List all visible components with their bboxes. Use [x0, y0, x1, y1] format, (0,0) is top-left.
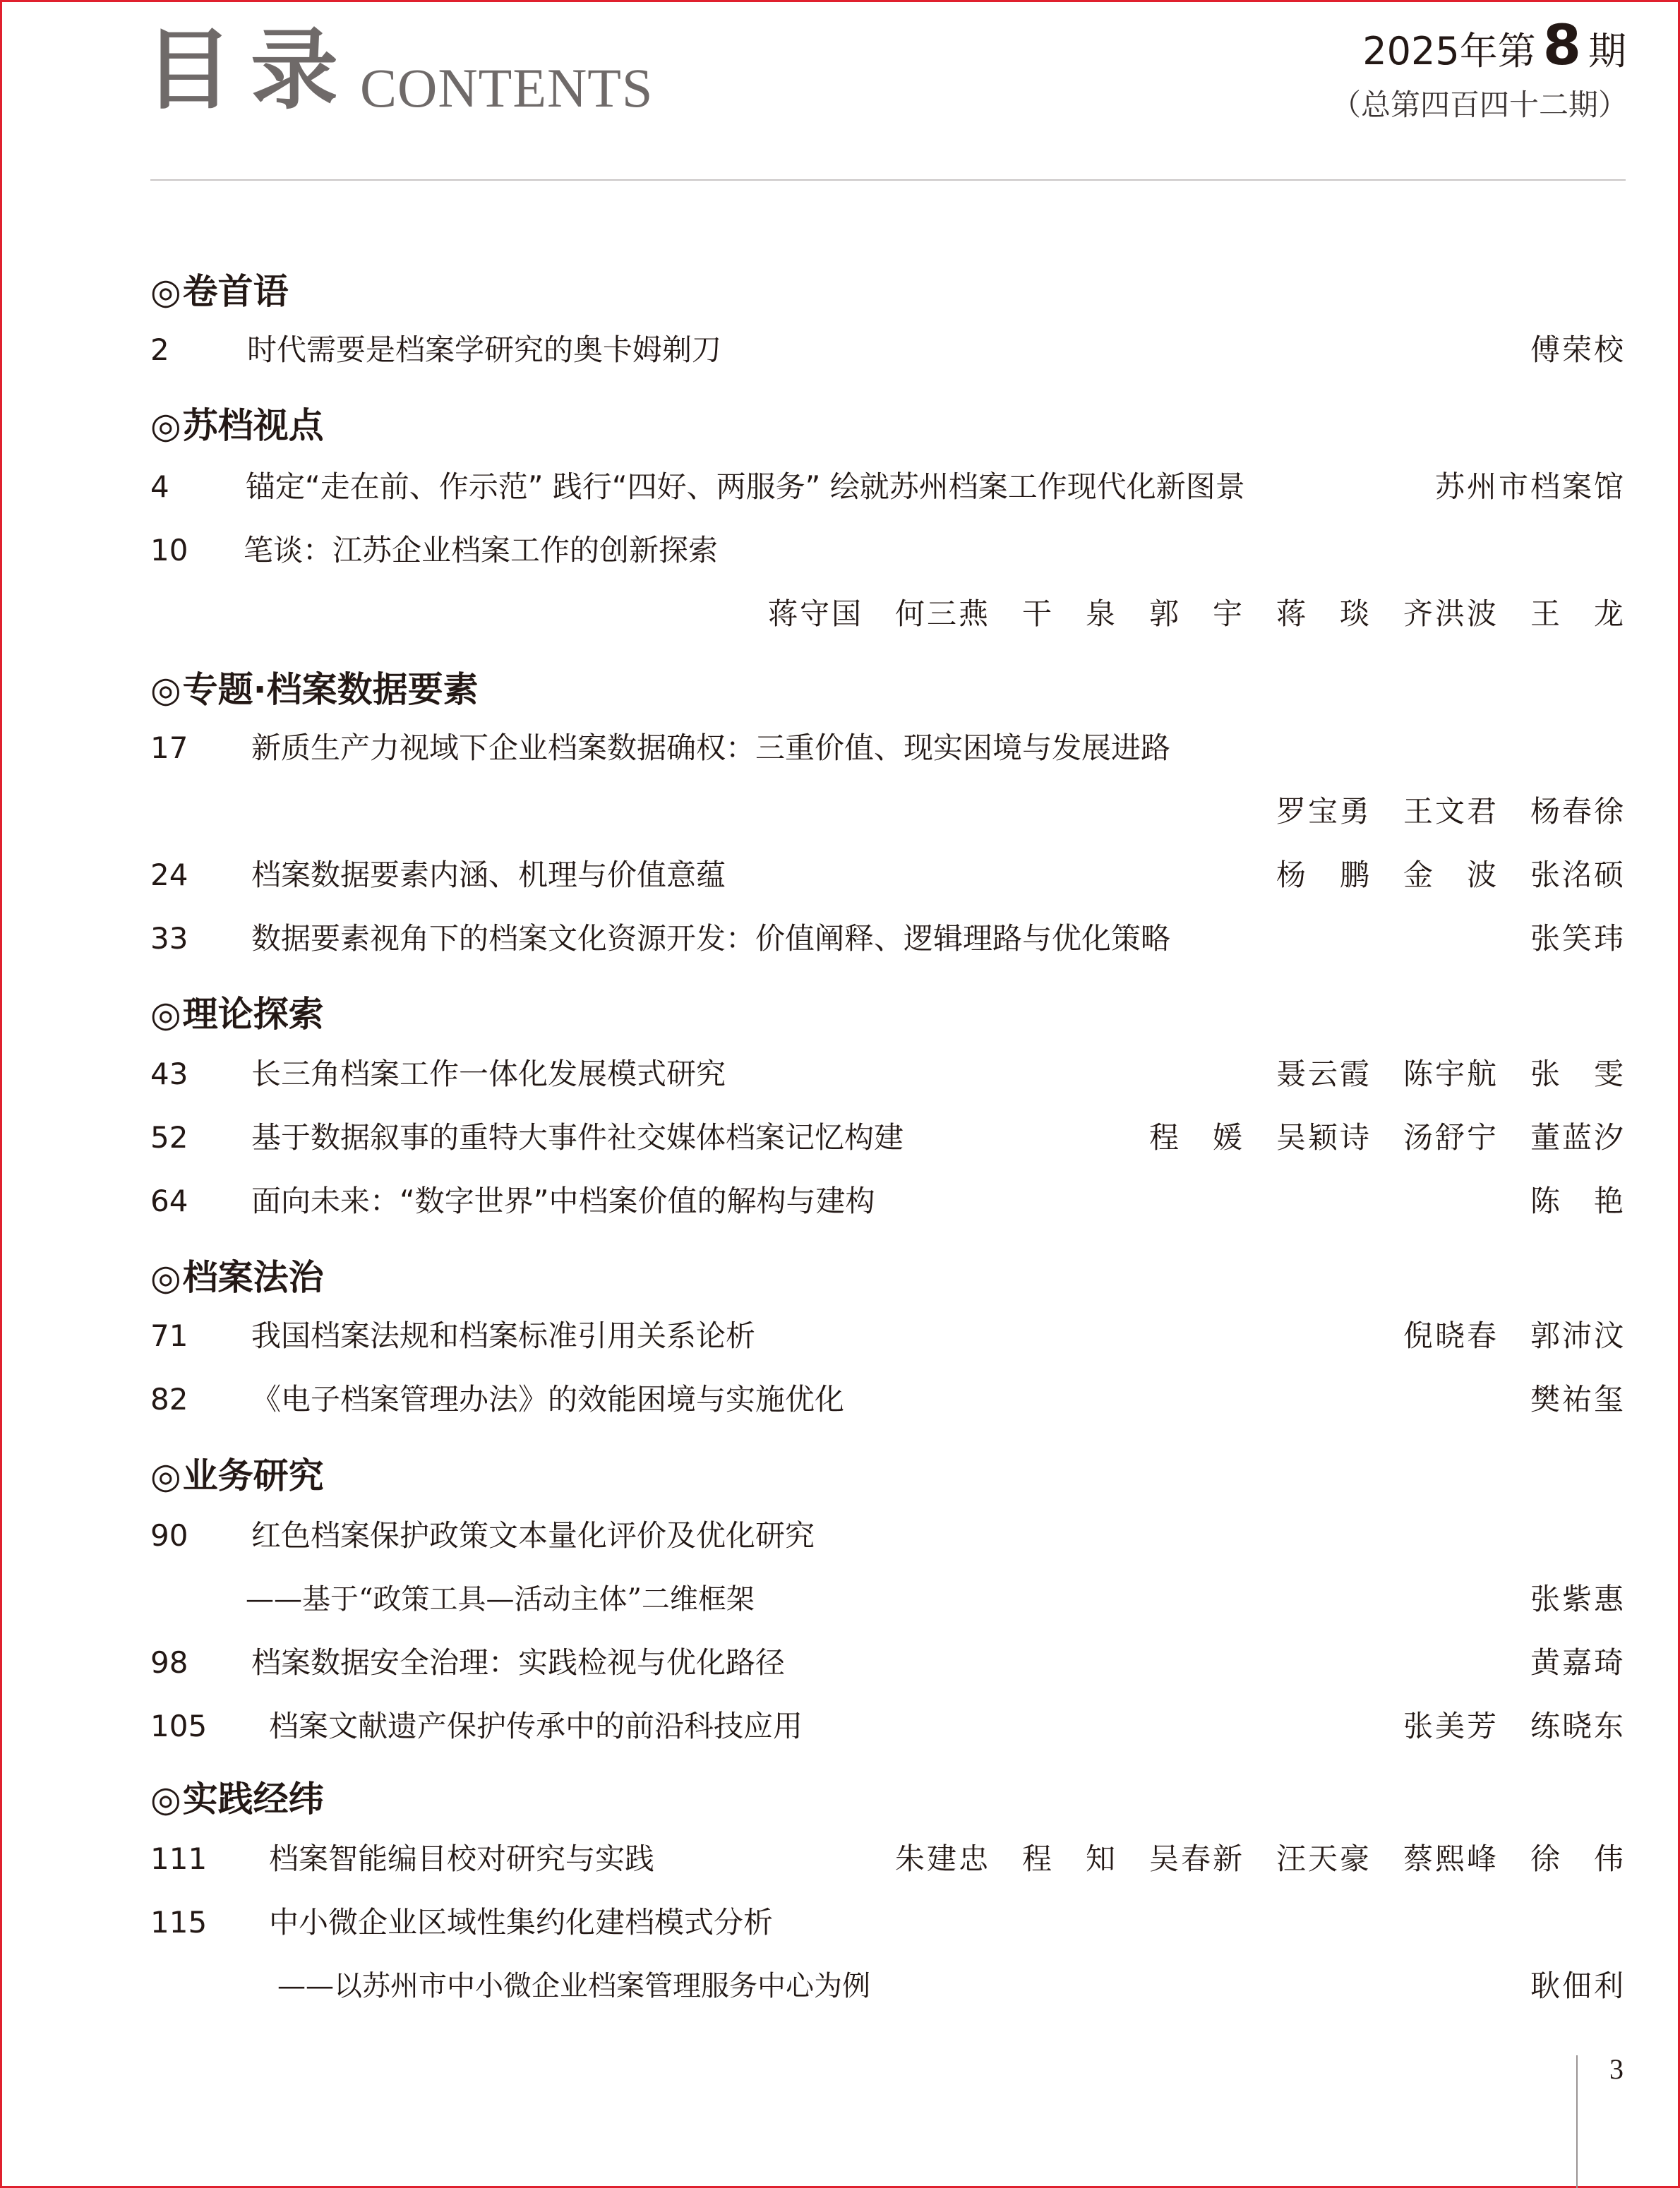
- section-mark-icon: ◎: [150, 1779, 181, 1820]
- entry-authors: 苏州市档案馆: [1434, 469, 1626, 504]
- entry-page-number: 105: [150, 1709, 208, 1743]
- toc-entry[interactable]: [150, 1642, 1626, 1684]
- toc-entry[interactable]: [150, 1053, 1626, 1095]
- entry-title: 锚定“走在前、作示范” 践行“四好、两服务” 绘就苏州档案工作现代化新图景: [246, 469, 1245, 504]
- toc-entry[interactable]: [150, 466, 1626, 508]
- entry-authors: 杨 鹏 金 波 张洺硕: [1276, 858, 1626, 892]
- toc-entry[interactable]: [150, 1838, 1626, 1880]
- entry-authors: 张紫惠: [1530, 1582, 1626, 1616]
- entry-authors: 黄嘉琦: [1530, 1645, 1626, 1680]
- toc-entry[interactable]: [150, 791, 1626, 833]
- entry-authors: 张笑玮: [1530, 921, 1626, 956]
- contents-title-en: CONTENTS: [360, 57, 654, 119]
- entry-title: 档案数据要素内涵、机理与价值意蕴: [251, 858, 726, 892]
- entry-subtitle: ——基于“政策工具—活动主体”二维框架: [246, 1583, 755, 1616]
- entry-authors: 耿佃利: [1530, 1968, 1626, 2003]
- section-title: 实践经纬: [182, 1779, 324, 1820]
- toc-entry[interactable]: [150, 854, 1626, 896]
- toc-entry[interactable]: [150, 1901, 1626, 1944]
- entry-page-number: 43: [150, 1057, 188, 1091]
- entry-page-number: 17: [150, 731, 188, 765]
- entry-page-number: 64: [150, 1184, 188, 1218]
- entry-page-number: 98: [150, 1645, 188, 1680]
- footer-rule: [1576, 2055, 1578, 2188]
- entry-authors: 聂云霞 陈宇航 张 雯: [1276, 1057, 1626, 1091]
- entry-authors: 程 媛 吴颖诗 汤舒宁 董蓝汐: [1148, 1120, 1626, 1155]
- entry-authors: 蒋守国 何三燕 干 泉 郭 宇 蒋 琰 齐洪波 王 龙: [767, 596, 1626, 631]
- issue-prefix: 2025年第: [1362, 29, 1536, 73]
- entry-title: 档案智能编目校对研究与实践: [269, 1841, 655, 1876]
- entry-subtitle: ——以苏州市中小微企业档案管理服务中心为例: [277, 1970, 870, 2002]
- section-heading: [150, 1455, 324, 1496]
- toc-entry[interactable]: [150, 1180, 1626, 1222]
- toc-entry[interactable]: [150, 1965, 1626, 2007]
- page-number: 3: [1609, 2053, 1624, 2085]
- entry-page-number: 71: [150, 1318, 188, 1353]
- entry-title: 《电子档案管理办法》的效能困境与实施优化: [251, 1382, 845, 1417]
- issue-number: 8: [1542, 14, 1581, 78]
- toc-entry[interactable]: [150, 1117, 1626, 1159]
- section-mark-icon: ◎: [150, 1455, 181, 1496]
- section-title: 苏档视点: [182, 405, 324, 446]
- section-mark-icon: ◎: [150, 271, 181, 312]
- issue-suffix: 期: [1588, 29, 1626, 73]
- entry-authors: 朱建忠 程 知 吴春新 汪天豪 蔡熙峰 徐 伟: [894, 1841, 1626, 1876]
- entry-page-number: 90: [150, 1518, 188, 1553]
- section-mark-icon: ◎: [150, 669, 181, 710]
- section-heading: [150, 1257, 324, 1298]
- section-heading: [150, 271, 289, 312]
- section-heading: [150, 1779, 324, 1820]
- section-heading: [150, 669, 479, 710]
- toc-entry[interactable]: [150, 1515, 1626, 1557]
- section-heading: [150, 994, 324, 1035]
- entry-page-number: 10: [150, 533, 188, 567]
- toc-entry[interactable]: [150, 1578, 1626, 1621]
- toc-entry[interactable]: [150, 1705, 1626, 1748]
- entry-page-number: 33: [150, 921, 188, 956]
- entry-title: 笔谈：江苏企业档案工作的创新探索: [244, 533, 719, 567]
- entry-authors: 樊祐玺: [1530, 1382, 1626, 1417]
- entry-title: 数据要素视角下的档案文化资源开发：价值阐释、逻辑理路与优化策略: [251, 921, 1171, 956]
- section-mark-icon: ◎: [150, 1257, 181, 1298]
- toc-entry[interactable]: [150, 727, 1626, 769]
- entry-page-number: 2: [150, 332, 169, 367]
- toc-entry[interactable]: [150, 593, 1626, 635]
- entry-page-number: 115: [150, 1905, 208, 1940]
- entry-title: 档案数据安全治理：实践检视与优化路径: [251, 1645, 786, 1680]
- section-mark-icon: ◎: [150, 405, 181, 446]
- entry-title: 长三角档案工作一体化发展模式研究: [251, 1057, 726, 1091]
- entry-title: 我国档案法规和档案标准引用关系论析: [251, 1318, 756, 1353]
- entry-page-number: 24: [150, 858, 188, 892]
- section-heading: [150, 405, 324, 446]
- section-title: 专题·档案数据要素: [182, 669, 479, 710]
- section-title: 理论探索: [182, 994, 324, 1035]
- entry-page-number: 4: [150, 469, 169, 504]
- toc-entry[interactable]: [150, 529, 1626, 572]
- toc-entry[interactable]: [150, 918, 1626, 960]
- entry-title: 红色档案保护政策文本量化评价及优化研究: [251, 1518, 815, 1553]
- contents-title-cn: 目录: [145, 20, 357, 121]
- header-divider: [150, 179, 1626, 181]
- section-title: 档案法治: [182, 1257, 324, 1298]
- entry-authors: 张美芳 练晓东: [1403, 1709, 1626, 1743]
- section-title: 卷首语: [182, 271, 289, 312]
- entry-title: 档案文献遗产保护传承中的前沿科技应用: [269, 1709, 803, 1743]
- issue-total: （总第四百四十二期）: [1331, 88, 1628, 122]
- toc-entry[interactable]: [150, 1378, 1626, 1421]
- section-title: 业务研究: [182, 1455, 324, 1496]
- entry-page-number: 82: [150, 1382, 188, 1417]
- entry-title: 时代需要是档案学研究的奥卡姆剃刀: [247, 332, 722, 367]
- entry-authors: 傅荣校: [1530, 332, 1626, 367]
- entry-authors: 陈 艳: [1530, 1184, 1626, 1218]
- toc-entry[interactable]: [150, 1315, 1626, 1357]
- entry-title: 新质生产力视域下企业档案数据确权：三重价值、现实困境与发展进路: [251, 731, 1171, 765]
- toc-entry[interactable]: [150, 329, 1626, 371]
- entry-title: 基于数据叙事的重特大事件社交媒体档案记忆构建: [251, 1120, 904, 1155]
- entry-title: 面向未来：“数字世界”中档案价值的解构与建构: [251, 1184, 875, 1218]
- entry-page-number: 111: [150, 1841, 208, 1876]
- entry-page-number: 52: [150, 1120, 188, 1155]
- issue-line: [1362, 14, 1626, 78]
- section-mark-icon: ◎: [150, 994, 181, 1035]
- entry-title: 中小微企业区域性集约化建档模式分析: [269, 1905, 774, 1940]
- entry-authors: 罗宝勇 王文君 杨春徐: [1276, 794, 1626, 829]
- entry-authors: 倪晓春 郭沛汶: [1403, 1318, 1626, 1353]
